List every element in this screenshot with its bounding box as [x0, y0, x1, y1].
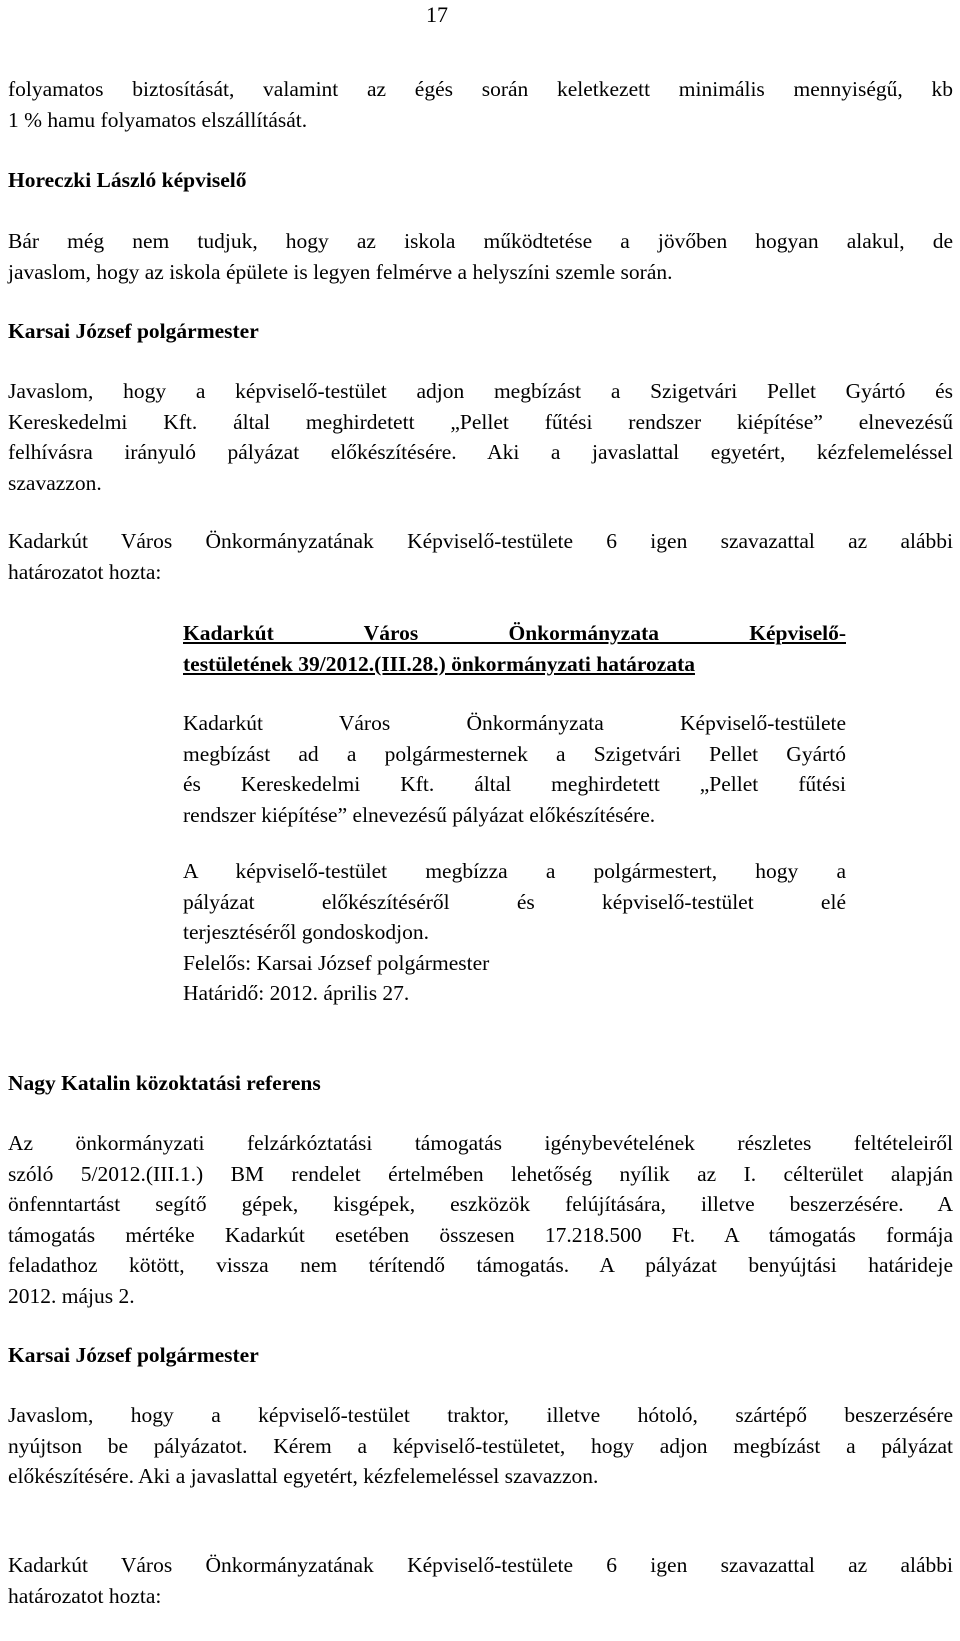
text-line: pályázat előkészítéséről és képviselő-testület elé [183, 889, 846, 914]
paragraph-karsai-proposal [8, 376, 953, 498]
text-line: A képviselő-testület megbízza a polgármestert, hogy a [183, 859, 846, 883]
text-line: Az önkormányzati felzárkóztatási támogatás igénybevételének részletes feltételeiről [8, 1131, 953, 1155]
paragraph-horeczki-remark [8, 226, 953, 287]
text-line: Javaslom, hogy a képviselő-testület adjon megbízást a Szigetvári Pellet Gyártó és [8, 379, 953, 403]
paragraph-vote-result-2 [8, 1550, 953, 1611]
text-line: rendszer kiépítése” elnevezésű pályázat előkészítésére. [183, 802, 656, 827]
text-line: 2012. május 2. [8, 1283, 135, 1308]
text-line: Kadarkút Város Önkormányzatának Képviselő-testülete 6 igen szavazattal az alábbi [8, 529, 953, 553]
text-line: nyújtson be pályázatot. Kérem a képviselő-testületet, hogy adjon megbízást a pályázat [8, 1433, 953, 1458]
text-line: önfenntartást segítő gépek, kisgépek, eszközök felújítására, illetve beszerzésére. A [8, 1192, 953, 1216]
text-line: Javaslom, hogy a képviselő-testület traktor, illetve hótoló, szártépő beszerzésére [8, 1403, 953, 1427]
text-line: javaslom, hogy az iskola épülete is legyen felmérve a helyszíni szemle során. [8, 259, 673, 284]
resolution-title-line: testületének 39/2012.(III.28.) önkormányzati határozata [183, 651, 695, 676]
resolution-body-mandate [183, 708, 846, 830]
text-line: határozatot hozta: [8, 559, 162, 584]
text-line: támogatás mértéke Kadarkút esetében összesen 17.218.500 Ft. A támogatás formája [8, 1222, 953, 1247]
paragraph-vote-result [8, 526, 953, 587]
text-line: előkészítésére. Aki a javaslattal egyetért, kézfelemeléssel szavazzon. [8, 1464, 599, 1488]
text-line: felhívásra irányuló pályázat előkészítésére. Aki a javaslattal egyetért, kézfelemeléssel [8, 440, 953, 464]
page-number: 17 [426, 2, 448, 27]
paragraph-karsai-proposal-2 [8, 1400, 953, 1492]
resolution-title [183, 618, 846, 679]
resolution-body-instruction [183, 856, 846, 1009]
text-line: terjesztéséről gondoskodjon. [183, 920, 430, 944]
text-line: megbízást ad a polgármesternek a Szigetvári Pellet Gyártó [183, 741, 846, 766]
speaker-heading-nagy: Nagy Katalin közoktatási referens [8, 1071, 321, 1095]
text-line: szóló 5/2012.(III.1.) BM rendelet értelmében lehetőség nyílik az I. célterület alapján [8, 1161, 953, 1186]
text-line: szavazzon. [8, 470, 102, 495]
text-line: határozatot hozta: [8, 1583, 162, 1608]
text-line: Kadarkút Város Önkormányzatának Képviselő-testülete 6 igen szavazattal az alábbi [8, 1553, 953, 1577]
text-line: 1 % hamu folyamatos elszállítását. [8, 107, 308, 132]
text-line: és Kereskedelmi Kft. által meghirdetett „Pellet fűtési [183, 772, 846, 796]
paragraph-continuation [8, 74, 953, 135]
speaker-heading-karsai-2: Karsai József polgármester [8, 1343, 259, 1367]
resolution-responsible: Felelős: Karsai József polgármester [183, 950, 490, 975]
text-line: Bár még nem tudjuk, hogy az iskola működtetése a jövőben hogyan alakul, de [8, 229, 953, 253]
text-line: folyamatos biztosítását, valamint az égés során keletkezett minimális mennyiségű, kb [8, 77, 953, 101]
speaker-heading-karsai: Karsai József polgármester [8, 319, 259, 343]
resolution-deadline: Határidő: 2012. április 27. [183, 981, 410, 1005]
paragraph-nagy-report [8, 1128, 953, 1311]
text-line: Kereskedelmi Kft. által meghirdetett „Pellet fűtési rendszer kiépítése” elnevezésű [8, 409, 953, 434]
resolution-title-line: Kadarkút Város Önkormányzata Képviselő- [183, 621, 846, 645]
speaker-heading-horeczki: Horeczki László képviselő [8, 168, 247, 192]
text-line: Kadarkút Város Önkormányzata Képviselő-testülete [183, 711, 846, 735]
text-line: feladathoz kötött, vissza nem térítendő támogatás. A pályázat benyújtási határideje [8, 1253, 953, 1277]
